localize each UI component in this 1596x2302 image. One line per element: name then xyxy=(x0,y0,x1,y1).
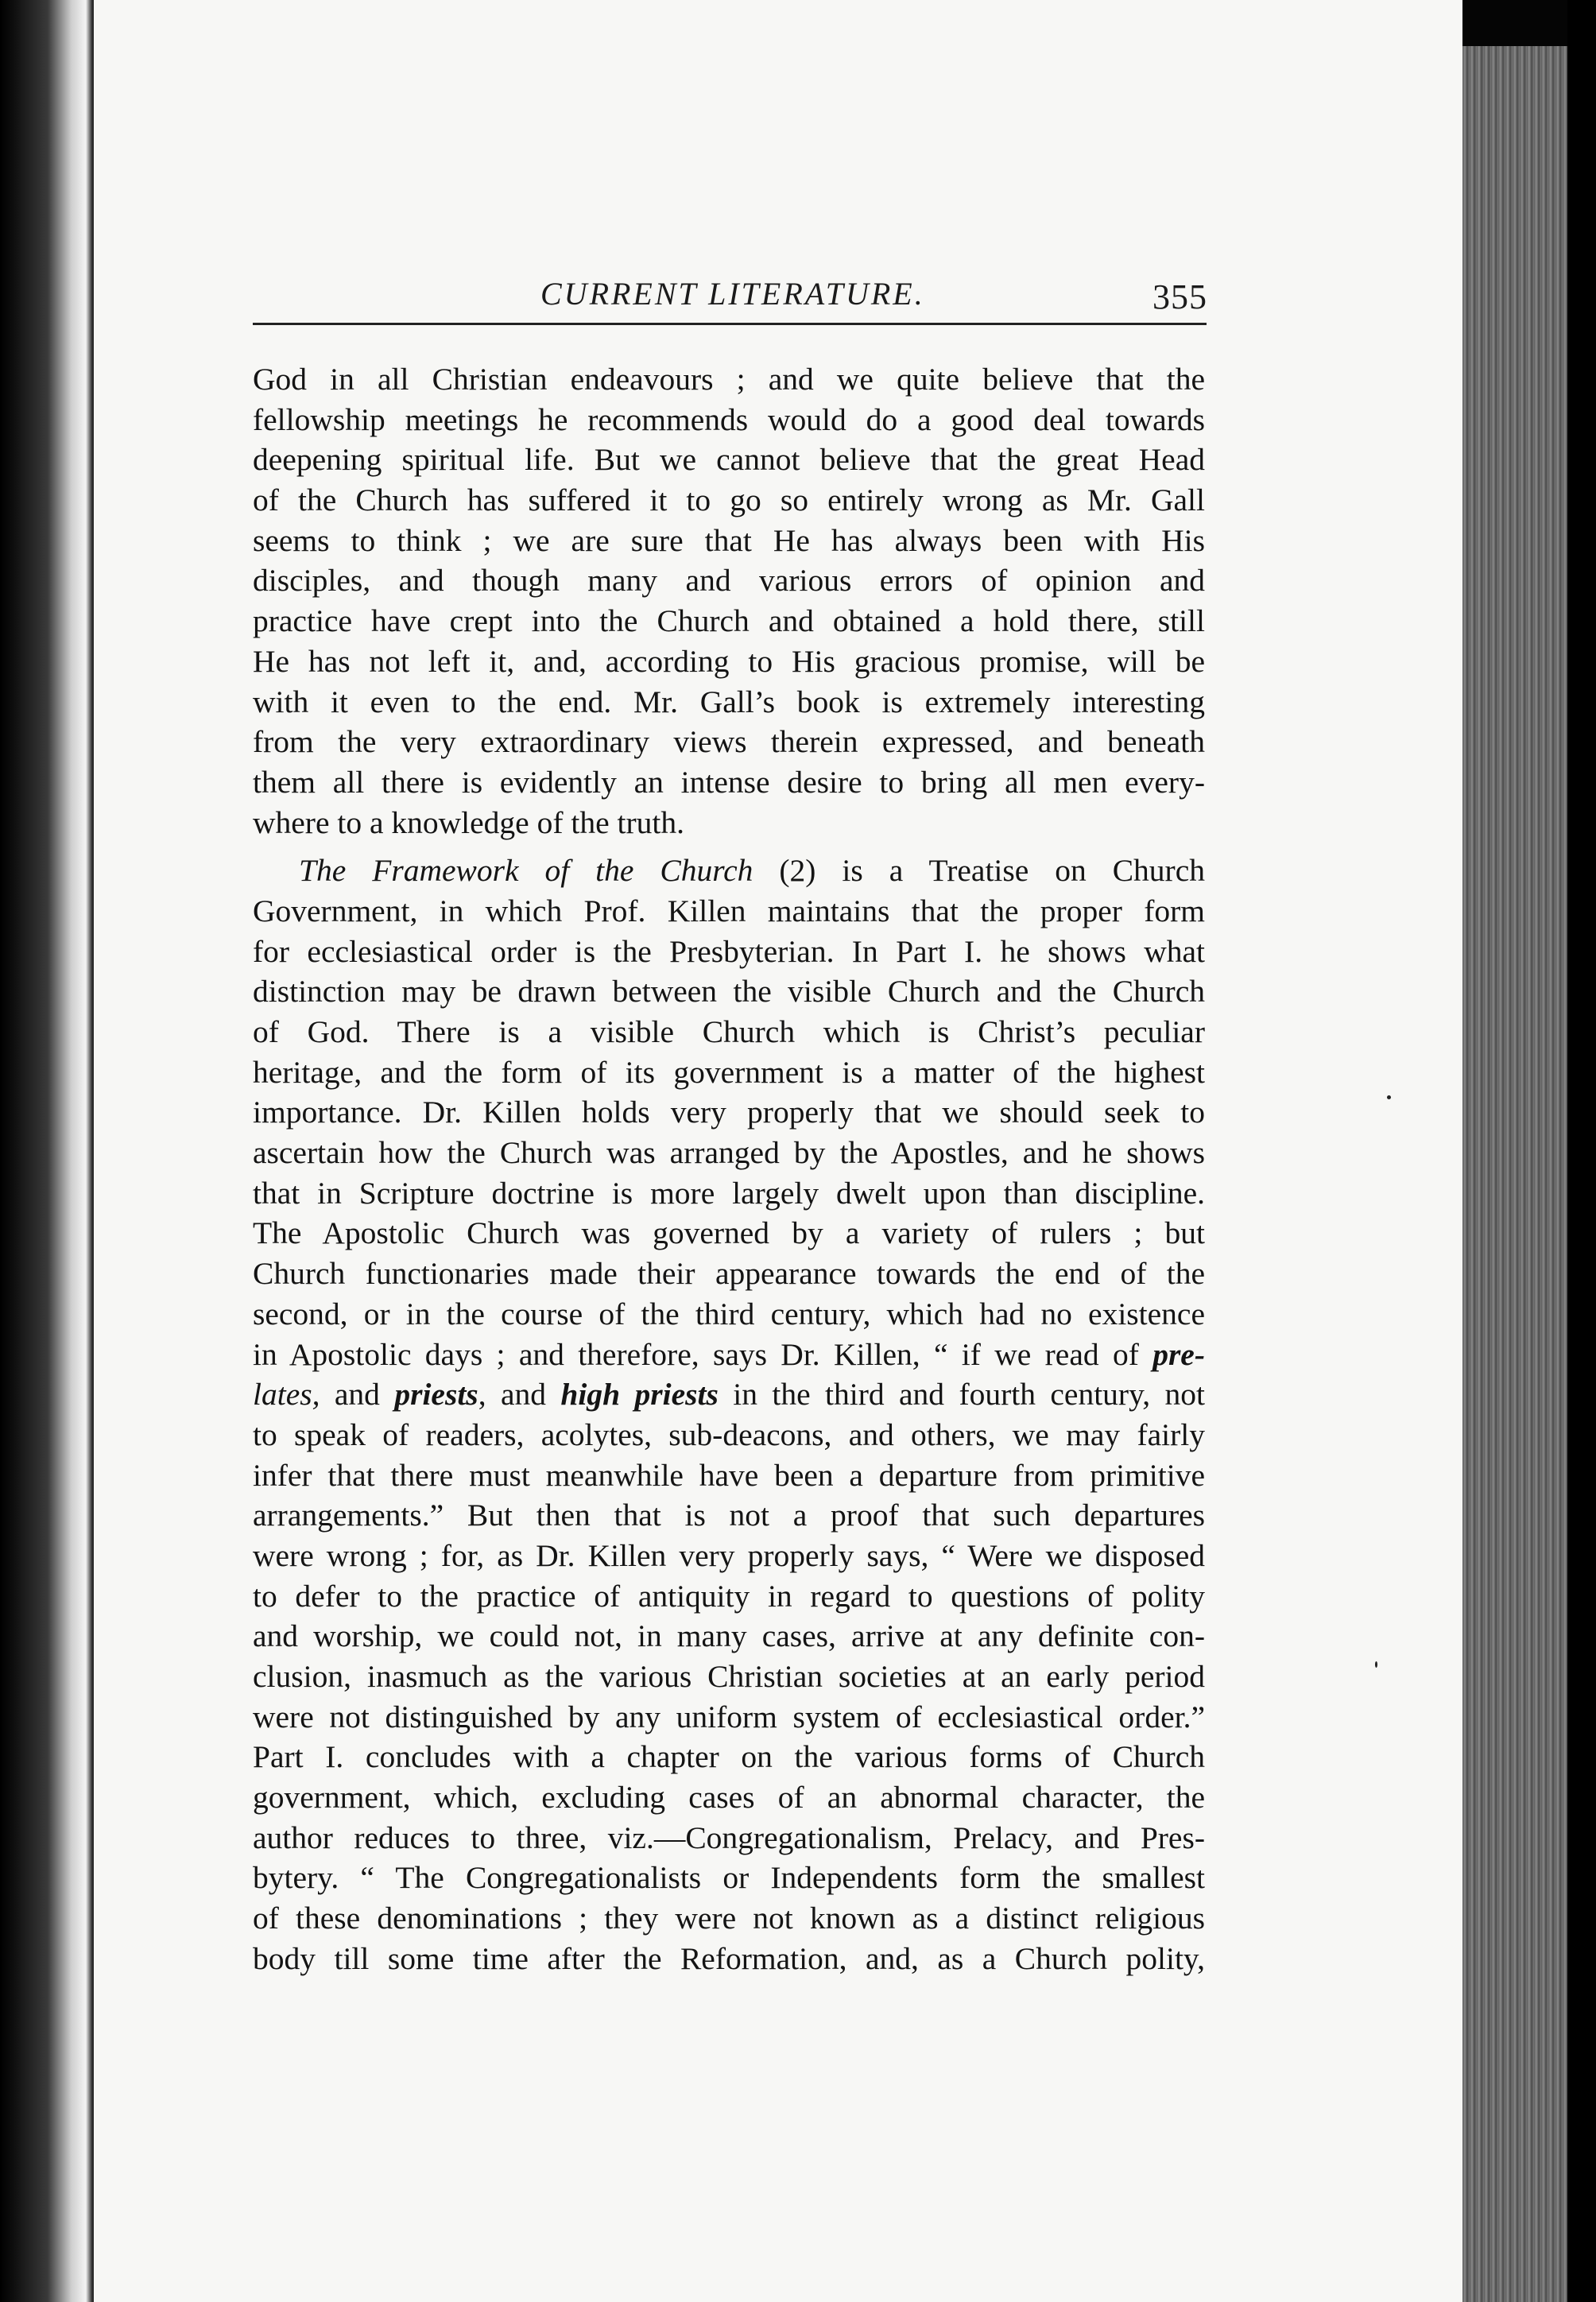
text-line: author reduces to three, viz.—Congregationalism, Prelacy, and Pres- xyxy=(253,1820,1205,1855)
ink-speck xyxy=(1375,1661,1377,1668)
text-line: were not distinguished by any uniform system of ecclesiastical order.” xyxy=(253,1699,1205,1734)
emphasis: lates, xyxy=(253,1377,320,1413)
page-header xyxy=(254,269,1208,324)
header-rule xyxy=(253,323,1207,325)
scan-border xyxy=(1567,0,1596,2302)
text-line: infer that there must meanwhile have been a departure from primitive xyxy=(253,1457,1205,1493)
paragraph-1 xyxy=(253,359,1205,843)
text-line: them all there is evidently an intense desire to bring all men every- xyxy=(253,764,1205,800)
text-line: Part I. concludes with a chapter on the various forms of Church xyxy=(253,1739,1205,1775)
text-line: clusion, inasmuch as the various Christian societies at an early period xyxy=(253,1659,1205,1694)
text-line xyxy=(253,1335,1205,1375)
text-line xyxy=(253,851,1205,891)
text-run: and xyxy=(320,1377,395,1413)
text-line: of the Church has suffered it to go so entirely wrong as Mr. Gall xyxy=(253,482,1205,518)
text-run: in the third and fourth century, not xyxy=(718,1377,1205,1413)
text-line: Church functionaries made their appearance towards the end of the xyxy=(253,1256,1205,1292)
text-line: deepening spiritual life. But we cannot believe that the great Head xyxy=(253,442,1205,478)
text-line: arrangements.” But then that is not a proof that such departures xyxy=(253,1498,1205,1533)
text-line: heritage, and the form of its government is a matter of the highest xyxy=(253,1054,1205,1090)
text-line: fellowship meetings he recommends would do a good deal towards xyxy=(253,401,1205,437)
text-line: He has not left it, and, according to His gracious promise, will be xyxy=(253,643,1205,679)
text-line: from the very extraordinary views therein expressed, and beneath xyxy=(253,724,1205,760)
text-line xyxy=(253,1374,1205,1415)
text-line: The Apostolic Church was governed by a variety of rulers ; but xyxy=(253,1215,1205,1251)
text-line: government, which, excluding cases of an abnormal character, the xyxy=(253,1780,1205,1816)
page-number: 355 xyxy=(1152,277,1207,316)
emphasis: priests xyxy=(394,1377,478,1413)
body-text xyxy=(253,359,1205,1979)
text-line: of God. There is a visible Church which is Christ’s peculiar xyxy=(253,1014,1205,1049)
text-line: seems to think ; we are sure that He has always been with His xyxy=(253,522,1205,558)
page-edges-stack xyxy=(1462,46,1567,2302)
ink-speck xyxy=(1387,1095,1391,1099)
running-head: CURRENT LITERATURE. xyxy=(540,276,925,312)
text-line: to speak of readers, acolytes, sub-deacons, and others, we may fairly xyxy=(253,1416,1205,1452)
text-line: importance. Dr. Killen holds very properly that we should seek to xyxy=(253,1095,1205,1130)
text-line: Government, in which Prof. Killen maintains that the proper form xyxy=(253,893,1205,928)
facing-page-edge xyxy=(0,0,94,2302)
text-line: with it even to the end. Mr. Gall’s book is extremely interesting xyxy=(253,684,1205,719)
text-run: (2) is a Treatise on Church xyxy=(753,853,1205,889)
text-line: body till some time after the Reformation, and, as a Church polity, xyxy=(253,1940,1205,1976)
text-line: for ecclesiastical order is the Presbyterian. In Part I. he shows what xyxy=(253,933,1205,969)
text-line: God in all Christian endeavours ; and we quite believe that the xyxy=(253,362,1205,397)
text-line: practice have crept into the Church and obtained a hold there, still xyxy=(253,603,1205,639)
emphasis: pre- xyxy=(1152,1336,1205,1372)
paragraph-2 xyxy=(253,851,1205,1978)
text-line: bytery. “ The Congregationalists or Independents form the smallest xyxy=(253,1860,1205,1896)
text-line: second, or in the course of the third century, which had no existence xyxy=(253,1296,1205,1331)
emphasis: high priests xyxy=(560,1377,719,1413)
text-run: in Apostolic days ; and therefore, says Dr. Killen, “ if we read of xyxy=(253,1336,1153,1372)
text-line: disciples, and though many and various errors of opinion and xyxy=(253,563,1205,599)
text-line: ascertain how the Church was arranged by the Apostles, and he shows xyxy=(253,1135,1205,1171)
text-line: that in Scripture doctrine is more largely dwelt upon than discipline. xyxy=(253,1175,1205,1211)
text-line: to defer to the practice of antiquity in regard to questions of polity xyxy=(253,1578,1205,1614)
book-title: The Framework of the Church xyxy=(299,853,753,889)
text-line: where to a knowledge of the truth. xyxy=(253,804,684,840)
text-line: of these denominations ; they were not known as a distinct religious xyxy=(253,1901,1205,1936)
text-line: and worship, we could not, in many cases, arrive at any definite con- xyxy=(253,1618,1205,1654)
text-run: , and xyxy=(478,1377,561,1413)
text-line: were wrong ; for, as Dr. Killen very properly says, “ Were we disposed xyxy=(253,1537,1205,1573)
text-line: distinction may be drawn between the visible Church and the Church xyxy=(253,974,1205,1010)
